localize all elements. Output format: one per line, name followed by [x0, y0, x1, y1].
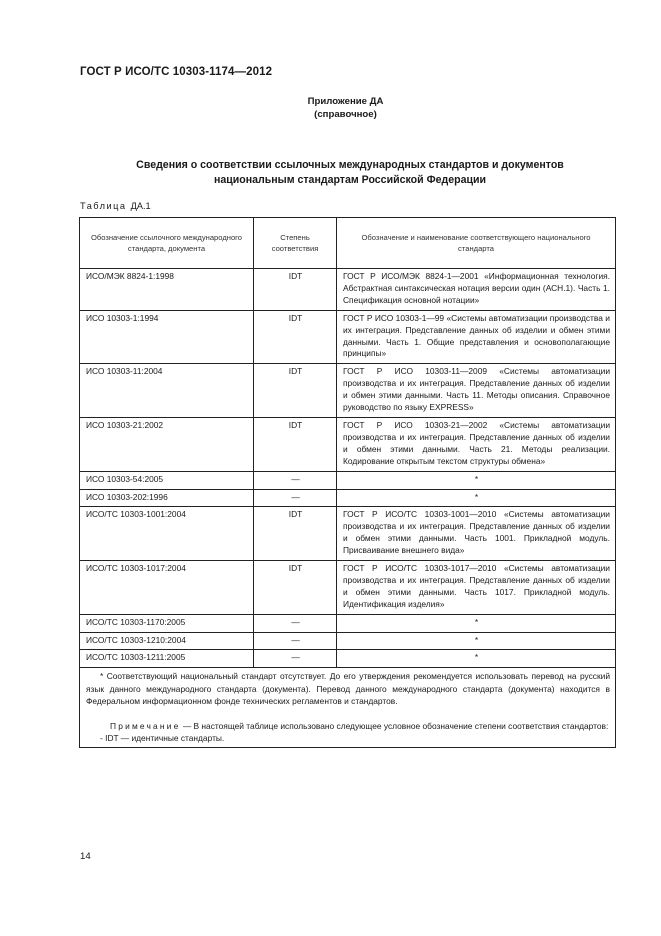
cell-national-standard: *	[337, 632, 616, 650]
cell-intl-standard: ИСО 10303-1:1994	[80, 310, 254, 364]
table-label-prefix: Таблица	[80, 201, 127, 211]
appendix-heading	[0, 95, 661, 121]
correspondence-table	[79, 217, 616, 748]
cell-degree: IDT	[254, 507, 337, 561]
table-row	[80, 417, 616, 471]
note-text: — В настоящей таблице использовано следующее условное обозначение степени соответствия стандартов:	[182, 720, 609, 731]
cell-intl-standard: ИСО/ТС 10303-1017:2004	[80, 561, 254, 615]
cell-national-standard: ГОСТ Р ИСО/ТС 10303-1017—2010 «Системы автоматизации производства и их интеграция. Представление данных об изделии и обмен этими данными. Часть 1017. Прикладной модуль. Идентификация изделия»	[337, 561, 616, 615]
table-row	[80, 650, 616, 668]
cell-intl-standard: ИСО/ТС 10303-1170:2005	[80, 614, 254, 632]
cell-intl-standard: ИСО 10303-21:2002	[80, 417, 254, 471]
cell-national-standard: ГОСТ Р ИСО 10303-11—2009 «Системы автоматизации производства и их интеграция. Представление данных об изделии и обмен этими данными. Часть 11. Методы описания. Справочное руководство по языку EXPRESS»	[337, 364, 616, 418]
cell-intl-standard: ИСО 10303-202:1996	[80, 489, 254, 507]
cell-degree: —	[254, 632, 337, 650]
note-item: - IDT — идентичные стандарты.	[100, 733, 225, 744]
table-row	[80, 507, 616, 561]
cell-intl-standard: ИСО/ТС 10303-1211:2005	[80, 650, 254, 668]
table-header-row	[80, 218, 616, 269]
table-row	[80, 632, 616, 650]
header-national-standard: Обозначение и наименование соответствующего национального стандарта	[337, 218, 616, 269]
cell-intl-standard: ИСО 10303-54:2005	[80, 471, 254, 489]
table-row	[80, 561, 616, 615]
cell-national-standard: ГОСТ Р ИСО/ТС 10303-1001—2010 «Системы автоматизации производства и их интеграция. Представление данных об изделии и обмен этими данными. Часть 1001. Прикладной модуль. Присваивание внешнего вида»	[337, 507, 616, 561]
cell-national-standard: ГОСТ Р ИСО/МЭК 8824-1—2001 «Информационная технология. Абстрактная синтаксическая нотация версии один (АСН.1). Часть 1. Спецификация основной нотации»	[337, 269, 616, 311]
cell-degree: IDT	[254, 364, 337, 418]
appendix-title: Приложение ДА	[307, 96, 384, 107]
cell-degree: —	[254, 489, 337, 507]
header-degree: Степень соответствия	[254, 218, 337, 269]
cell-national-standard: *	[337, 614, 616, 632]
cell-national-standard: *	[337, 650, 616, 668]
cell-intl-standard: ИСО 10303-11:2004	[80, 364, 254, 418]
section-title-line-1: Сведения о соответствии ссылочных международных стандартов и документов	[136, 159, 564, 171]
cell-degree: IDT	[254, 310, 337, 364]
table-row	[80, 364, 616, 418]
table-row	[80, 310, 616, 364]
cell-degree: —	[254, 650, 337, 668]
cell-degree: —	[254, 614, 337, 632]
table-label	[80, 201, 151, 211]
table-note	[86, 720, 610, 732]
appendix-subtitle: (справочное)	[314, 109, 377, 120]
cell-national-standard: ГОСТ Р ИСО 10303-1—99 «Системы автоматизации производства и их интеграция. Представление данных об изделии и обмен этими данными. Часть 1. Общие представления и основополагающие принципы»	[337, 310, 616, 364]
cell-national-standard: *	[337, 471, 616, 489]
cell-degree: IDT	[254, 269, 337, 311]
document-code: ГОСТ Р ИСО/ТС 10303-1174—2012	[80, 66, 273, 78]
table-label-code: ДА.1	[130, 201, 151, 211]
table-row	[80, 471, 616, 489]
table-row	[80, 489, 616, 507]
cell-degree: IDT	[254, 561, 337, 615]
table-footnote: * Соответствующий национальный стандарт отсутствует. До его утверждения рекомендуется использовать перевод на русский язык данного международного стандарта (документа). Перевод данного международного стандарта (документа) находится в Федеральном информационном фонде технических регламентов и стандартов.	[86, 671, 610, 706]
cell-national-standard: *	[337, 489, 616, 507]
table-row	[80, 269, 616, 311]
cell-intl-standard: ИСО/МЭК 8824-1:1998	[80, 269, 254, 311]
page-number: 14	[80, 851, 91, 862]
table-footnote-cell	[80, 668, 616, 748]
cell-intl-standard: ИСО/ТС 10303-1001:2004	[80, 507, 254, 561]
table-row	[80, 614, 616, 632]
note-label: Примечание	[110, 720, 181, 731]
header-intl-standard: Обозначение ссылочного международного стандарта, документа	[80, 218, 254, 269]
cell-degree: IDT	[254, 417, 337, 471]
table-footnote-row	[80, 668, 616, 748]
cell-degree: —	[254, 471, 337, 489]
section-title	[95, 158, 605, 188]
cell-national-standard: ГОСТ Р ИСО 10303-21—2002 «Системы автоматизации производства и их интеграция. Представление данных об изделии и обмен этими данными. Часть 21. Методы реализации. Кодирование открытым текстом структуры обмена»	[337, 417, 616, 471]
section-title-line-2: национальным стандартам Российской Федерации	[213, 174, 487, 186]
cell-intl-standard: ИСО/ТС 10303-1210:2004	[80, 632, 254, 650]
